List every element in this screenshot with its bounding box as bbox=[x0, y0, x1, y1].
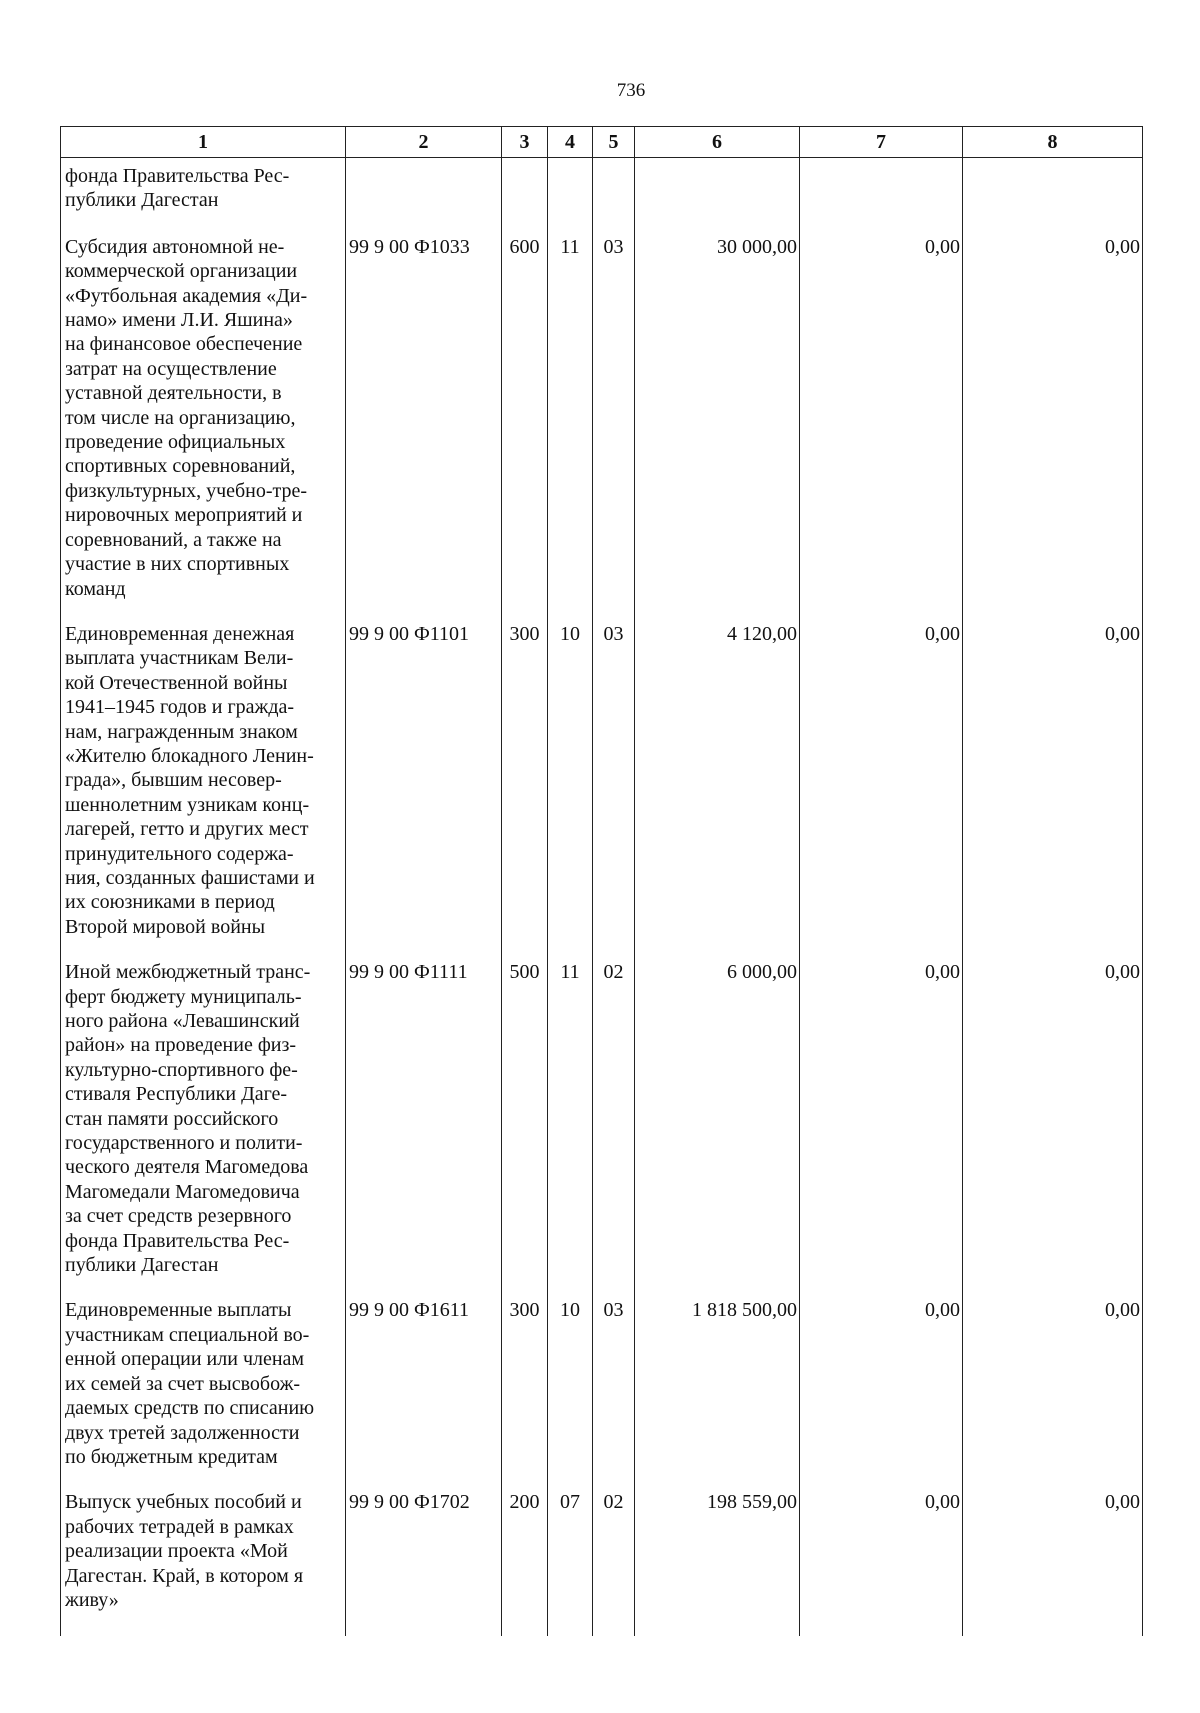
row-c7: 0,00 bbox=[800, 1298, 963, 1490]
row-c4: 11 bbox=[548, 235, 593, 622]
row-code: 99 9 00 Ф1101 bbox=[346, 622, 502, 960]
row-c6: 198 559,00 bbox=[635, 1490, 800, 1636]
row-c8: 0,00 bbox=[963, 1298, 1143, 1490]
table-row-continuation bbox=[61, 158, 1143, 235]
row-c4: 07 bbox=[548, 1490, 593, 1636]
table-row bbox=[61, 235, 1143, 622]
row-name: Субсидия автономной не- коммерческой организации «Футбольная академия «Ди- намо» имени Л.И. Яшина» на финансовое обеспечение затрат на осуществление уставной деятельности, в том числе на организацию, проведение официальных спортивных соревнований, физкультурных, учебно-тре- нировочных мероприятий и соревнований, а также на участие в них спортивных команд bbox=[61, 235, 346, 622]
column-header: 2 bbox=[346, 127, 502, 158]
table-row bbox=[61, 960, 1143, 1298]
row-code: 99 9 00 Ф1702 bbox=[346, 1490, 502, 1636]
row-c5: 02 bbox=[593, 960, 635, 1298]
continuation-text: фонда Правительства Рес- публики Дагестан bbox=[65, 165, 290, 212]
row-c5: 03 bbox=[593, 622, 635, 960]
row-c6: 1 818 500,00 bbox=[635, 1298, 800, 1490]
row-c8: 0,00 bbox=[963, 622, 1143, 960]
row-name: Единовременные выплаты участникам специальной во- енной операции или членам их семей за счет высвобож- даемых средств по списанию двух третей задолженности по бюджетным кредитам bbox=[61, 1298, 346, 1490]
row-c5: 03 bbox=[593, 235, 635, 622]
row-code: 99 9 00 Ф1033 bbox=[346, 235, 502, 622]
budget-table bbox=[60, 126, 1143, 1636]
row-c4: 10 bbox=[548, 622, 593, 960]
row-c3: 300 bbox=[502, 622, 548, 960]
row-name: Единовременная денежная выплата участникам Вели- кой Отечественной войны 1941–1945 годов и гражда- нам, награжденным знаком «Жителю блокадного Ленин- града», бывшим несовер- шеннолетним узникам конц- лагерей, гетто и других мест принудительного содержа- ния, созданных фашистами и их союзниками в период Второй мировой войны bbox=[61, 622, 346, 960]
row-c8: 0,00 bbox=[963, 960, 1143, 1298]
row-c8: 0,00 bbox=[963, 1490, 1143, 1636]
row-c7: 0,00 bbox=[800, 622, 963, 960]
row-code: 99 9 00 Ф1611 bbox=[346, 1298, 502, 1490]
row-c7: 0,00 bbox=[800, 1490, 963, 1636]
column-header: 5 bbox=[593, 127, 635, 158]
row-name: Иной межбюджетный транс- ферт бюджету муниципаль- ного района «Левашинский район» на проведение физ- культурно-спортивного фе- стиваля Республики Даге- стан памяти российского государственного и полити- ческого деятеля Магомедова Магомедали Магомедовича за счет средств резервного фонда Правительства Рес- публики Дагестан bbox=[61, 960, 346, 1298]
column-header: 8 bbox=[963, 127, 1143, 158]
column-header: 6 bbox=[635, 127, 800, 158]
row-c8: 0,00 bbox=[963, 235, 1143, 622]
row-c3: 500 bbox=[502, 960, 548, 1298]
row-code: 99 9 00 Ф1111 bbox=[346, 960, 502, 1298]
column-header: 4 bbox=[548, 127, 593, 158]
row-name: Выпуск учебных пособий и рабочих тетрадей в рамках реализации проекта «Мой Дагестан. Край, в котором я живу» bbox=[61, 1490, 346, 1636]
header-row bbox=[61, 127, 1143, 158]
table-row bbox=[61, 1298, 1143, 1490]
row-c7: 0,00 bbox=[800, 235, 963, 622]
page-number: 736 bbox=[616, 80, 646, 101]
table-row bbox=[61, 622, 1143, 960]
row-c5: 03 bbox=[593, 1298, 635, 1490]
row-c4: 11 bbox=[548, 960, 593, 1298]
column-header: 3 bbox=[502, 127, 548, 158]
row-c6: 6 000,00 bbox=[635, 960, 800, 1298]
row-c6: 4 120,00 bbox=[635, 622, 800, 960]
column-header: 7 bbox=[800, 127, 963, 158]
row-c3: 200 bbox=[502, 1490, 548, 1636]
row-name bbox=[61, 158, 346, 235]
table-row bbox=[61, 1490, 1143, 1636]
column-header: 1 bbox=[61, 127, 346, 158]
row-c4: 10 bbox=[548, 1298, 593, 1490]
row-c5: 02 bbox=[593, 1490, 635, 1636]
row-c6: 30 000,00 bbox=[635, 235, 800, 622]
row-c7: 0,00 bbox=[800, 960, 963, 1298]
row-c3: 600 bbox=[502, 235, 548, 622]
row-c3: 300 bbox=[502, 1298, 548, 1490]
